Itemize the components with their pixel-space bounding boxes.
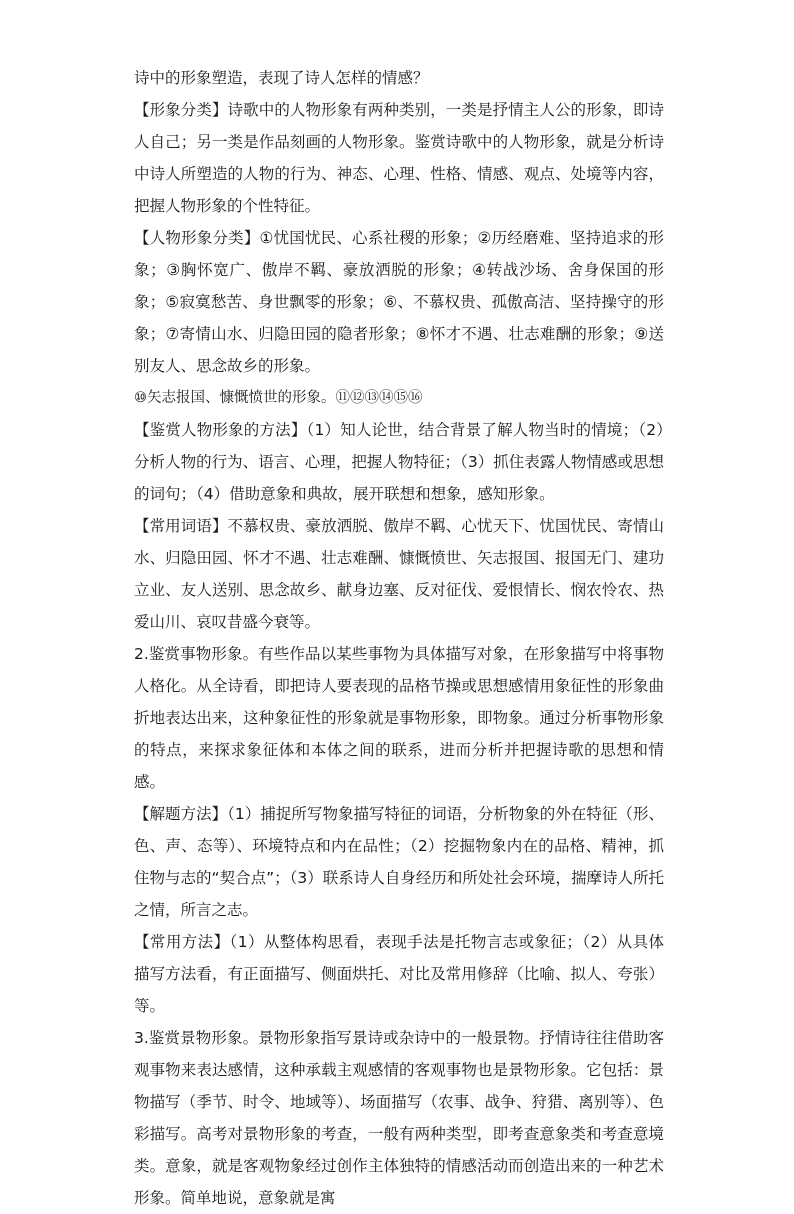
paragraph-solving-method: 【解题方法】（1）捕捉所写物象描写特征的词语，分析物象的外在特征（形、色、声、态等）、环境特点和内在品性；（2）挖掘物象内在的品格、精神，抓住物与志的“契合点”；（3）联系诗人自身经历和所处社会环境，揣摩诗人所托之情，所言之志。 — [134, 805, 664, 919]
paragraph-object-image: 2.鉴赏事物形象。有些作品以某些事物为具体描写对象，在形象描写中将事物人格化。从全诗看，即把诗人要表现的品格节操或思想感情用象征性的形象曲折地表达出来，这种象征性的形象就是事物形象，即物象。通过分析事物形象的特点，来探求象征体和本体之间的联系，进而分析并把握诗歌的思想和情感。 — [134, 645, 664, 791]
paragraph-image-classification: 【形象分类】诗歌中的人物形象有两种类别，一类是抒情主人公的形象，即诗人自己；另一类是作品刻画的人物形象。鉴赏诗歌中的人物形象，就是分析诗中诗人所塑造的人物的行为、神态、心理、性格、情感、观点、处境等内容，把握人物形象的个性特征。 — [134, 101, 664, 215]
paragraph-character-types-continued: ⑩矢志报国、慷慨愤世的形象。⑪⑫⑬⑭⑮⑯ — [134, 390, 423, 406]
paragraph-scenery-image: 3.鉴赏景物形象。景物形象指写景诗或杂诗中的一般景物。抒情诗往往借助客观事物来表达感情，这种承载主观感情的客观事物也是景物形象。它包括：景物描写（季节、时令、地域等）、场面描写（农事、战争、狩猎、离别等）、色彩描写。高考对景物形象的考查，一般有两种类型，即考查意象类和考查意境类。意象，就是客观物象经过创作主体独特的情感活动而创造出来的一种艺术形象。简单地说，意象就是寓 — [134, 1029, 664, 1207]
paragraph-character-types: 【人物形象分类】①忧国忧民、心系社稷的形象；②历经磨难、坚持追求的形象；③胸怀宽广、傲岸不羁、豪放洒脱的形象；④转战沙场、舍身保国的形象；⑤寂寞愁苦、身世飘零的形象；⑥、不慕权贵、孤傲高洁、坚持操守的形象；⑦寄情山水、归隐田园的隐者形象；⑧怀才不遇、壮志难酬的形象；⑨送别友人、思念故乡的形象。 — [134, 229, 664, 375]
paragraph-common-words: 【常用词语】不慕权贵、豪放洒脱、傲岸不羁、心忧天下、忧国忧民、寄情山水、归隐田园、怀才不遇、壮志难酬、慷慨愤世、矢志报国、报国无门、建功立业、友人送别、思念故乡、献身边塞、反对征伐、爱恨情长、悯农怜农、热爱山川、哀叹昔盛今衰等。 — [134, 517, 664, 631]
document-body — [134, 62, 664, 1214]
paragraph-common-methods: 【常用方法】（1）从整体构思看，表现手法是托物言志或象征；（2）从具体描写方法看，有正面描写、侧面烘托、对比及常用修辞（比喻、拟人、夸张）等。 — [134, 933, 664, 1015]
paragraph-appreciation-method: 【鉴赏人物形象的方法】（1）知人论世，结合背景了解人物当时的情境；（2）分析人物的行为、语言、心理，把握人物特征；（3）抓住表露人物情感或思想的词句；（4）借助意象和典故，展开联想和想象，感知形象。 — [134, 421, 664, 503]
paragraph-intro-question: 诗中的形象塑造，表现了诗人怎样的情感？ — [134, 69, 429, 87]
